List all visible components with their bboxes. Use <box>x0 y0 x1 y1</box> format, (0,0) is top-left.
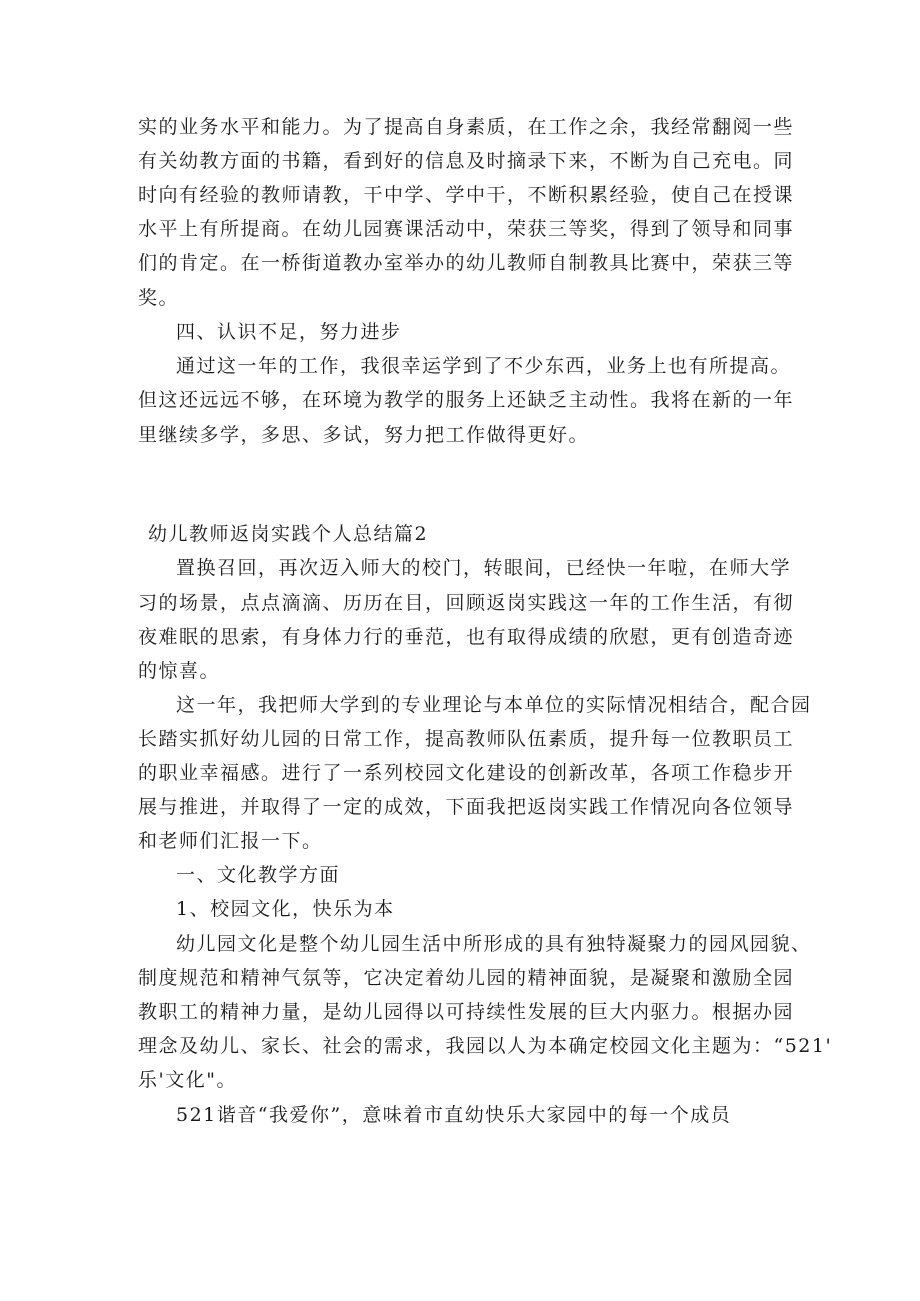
paragraph-line: 奖。 <box>138 287 180 309</box>
section-heading: 一、文化教学方面 <box>176 864 341 886</box>
paragraph-line: 里继续多学，多思、多试，努力把工作做得更好。 <box>138 424 590 446</box>
paragraph-line: 水平上有所提商。在幼儿园赛课活动中，荣获三等奖，得到了领导和同事 <box>138 218 795 240</box>
paragraph-line: 展与推进，并取得了一定的成效，下面我把返岗实践工作情况向各位领导 <box>138 796 795 818</box>
paragraph-line: 但这还远远不够，在环境为教学的服务上还缺乏主动性。我将在新的一年 <box>138 389 795 411</box>
paragraph-line: 通过这一年的工作，我很幸运学到了不少东西，业务上也有所提高。 <box>176 355 792 377</box>
paragraph-line: 这一年，我把师大学到的专业理论与本单位的实际情况相结合，配合园 <box>176 694 812 716</box>
paragraph-line: 和老师们汇报一下。 <box>138 830 323 852</box>
paragraph-line: 制度规范和精神气氛等，它决定着幼儿园的精神面貌，是凝聚和激励全园 <box>138 967 795 989</box>
paragraph-line: 幼儿园文化是整个幼儿园生活中所形成的具有独特凝聚力的园风园貌、 <box>176 933 812 955</box>
paragraph-line: 的惊喜。 <box>138 660 221 682</box>
paragraph-line: 时向有经验的教师请教，干中学、学中干，不断积累经验，使自己在授课 <box>138 184 795 206</box>
paragraph-line: 521谐音“我爱你”，意味着市直幼快乐大家园中的每一个成员 <box>176 1104 732 1126</box>
paragraph-line: 长踏实抓好幼儿园的日常工作，提高教师队伍素质，提升每一位教职员工 <box>138 728 795 750</box>
paragraph-line: 有关幼教方面的书籍，看到好的信息及时摘录下来，不断为自己充电。同 <box>138 150 795 172</box>
paragraph-line: 教职工的精神力量，是幼儿园得以可持续性发展的巨大内驱力。根据办园 <box>138 1001 795 1023</box>
subsection-heading: 1、校园文化，快乐为本 <box>176 898 395 920</box>
paragraph-line: 实的业务水平和能力。为了提高自身素质，在工作之余，我经常翻阅一些 <box>138 116 795 138</box>
paragraph-line: 理念及幼儿、家长、社会的需求，我园以人为本确定校园文化主题为：“521' <box>138 1035 833 1057</box>
paragraph-line: 夜难眠的思索，有身体力行的垂范，也有取得成绩的欣慰，更有创造奇迹 <box>138 626 795 648</box>
paragraph-line: 的职业幸福感。进行了一系列校园文化建设的创新改革，各项工作稳步开 <box>138 762 795 784</box>
paragraph-line: 们的肯定。在一桥街道教办室举办的幼儿教师自制教具比赛中，荣获三等 <box>138 252 795 274</box>
paragraph-line: 习的场景，点点滴滴、历历在目，回顾返岗实践这一年的工作生活，有彻 <box>138 592 795 614</box>
article-title: 幼儿教师返岗实践个人总结篇2 <box>148 523 429 545</box>
paragraph-line: 置换召回，再次迈入师大的校门，转眼间，已经快一年啦，在师大学 <box>176 557 792 579</box>
paragraph-line: 乐'文化"。 <box>138 1069 237 1091</box>
section-heading: 四、认识不足，努力进步 <box>176 321 402 343</box>
